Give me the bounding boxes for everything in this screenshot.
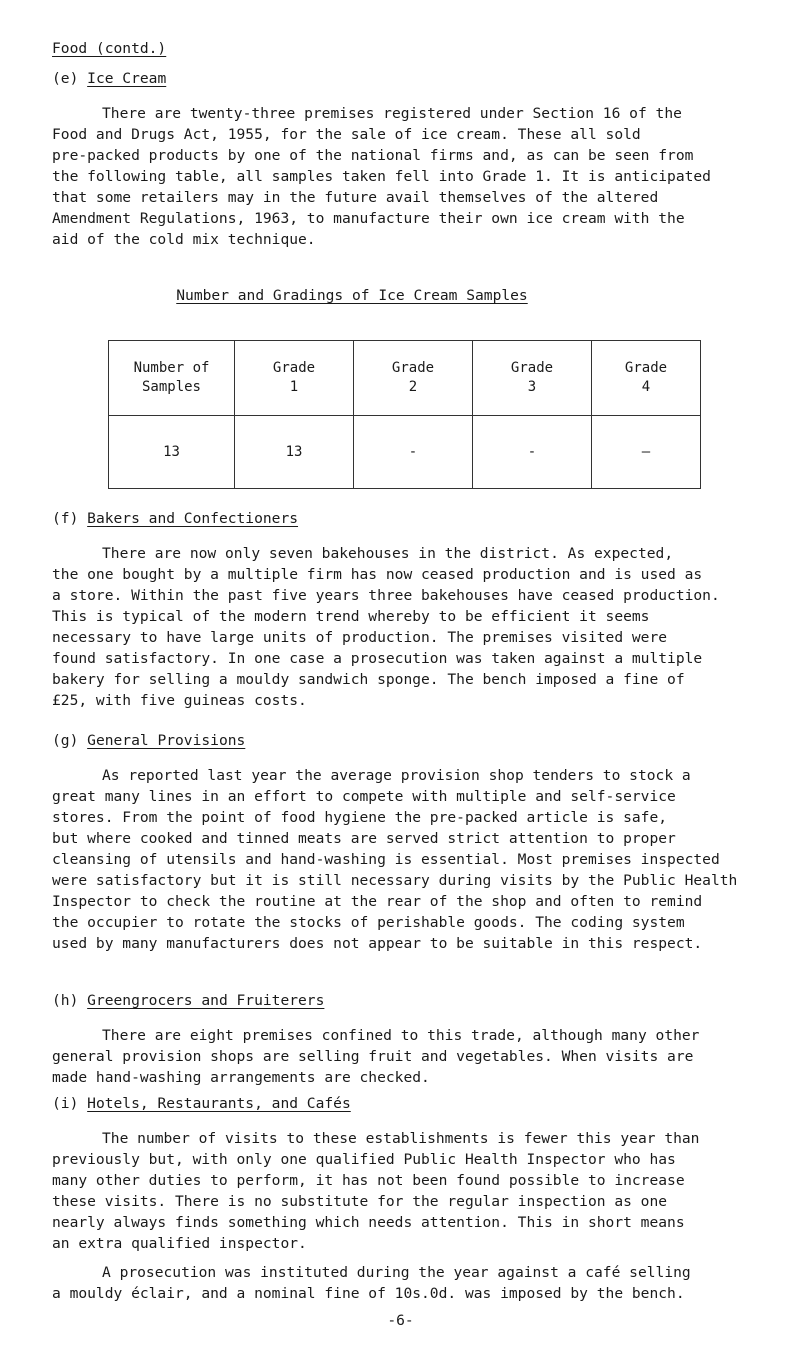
text-line: aid of the cold mix technique. bbox=[52, 231, 316, 248]
table-cell: 13 bbox=[235, 416, 354, 489]
text-line: Inspector to check the routine at the rear of the shop and often to remind bbox=[52, 893, 703, 910]
text-line: previously but, with only one qualified Public Health Inspector who has bbox=[52, 1151, 676, 1168]
header-cell bbox=[592, 341, 701, 416]
text-line: many other duties to perform, it has not been found possible to increase bbox=[52, 1172, 685, 1189]
header-line: Grade bbox=[510, 360, 554, 376]
text-line: pre-packed products by one of the national firms and, as can be seen from bbox=[52, 147, 694, 164]
text-line: the following table, all samples taken fell into Grade 1. It is anticipated bbox=[52, 168, 711, 185]
header-cell bbox=[473, 341, 592, 416]
header-line: Grade bbox=[391, 360, 435, 376]
text-line: necessary to have large units of production. The premises visited were bbox=[52, 629, 668, 646]
text-line: that some retailers may in the future avail themselves of the altered bbox=[52, 189, 659, 206]
text-line: Amendment Regulations, 1963, to manufacture their own ice cream with the bbox=[52, 210, 685, 227]
table-cell: - bbox=[473, 416, 592, 489]
text-line: Food and Drugs Act, 1955, for the sale of ice cream. These all sold bbox=[52, 126, 641, 143]
table-cell: 13 bbox=[109, 416, 235, 489]
header-line: 3 bbox=[527, 379, 537, 395]
text-line: but where cooked and tinned meats are served strict attention to proper bbox=[52, 830, 676, 847]
text-line: general provision shops are selling fruit and vegetables. When visits are bbox=[52, 1048, 694, 1065]
section-title: General Provisions bbox=[87, 732, 246, 749]
header-cell bbox=[354, 341, 473, 416]
section-f-heading bbox=[52, 508, 764, 529]
text-line: There are twenty-three premises registered under Section 16 of the bbox=[102, 105, 682, 122]
text-line: used by many manufacturers does not appear to be suitable in this respect. bbox=[52, 935, 703, 952]
page-number: -6- bbox=[387, 1312, 414, 1329]
section-i-heading bbox=[52, 1093, 764, 1114]
page-header bbox=[52, 38, 764, 59]
section-h-paragraph bbox=[52, 1025, 764, 1088]
header-cell bbox=[235, 341, 354, 416]
text-line: a mouldy éclair, and a nominal fine of 10s.0d. was imposed by the bench. bbox=[52, 1285, 685, 1302]
section-letter: (f) bbox=[52, 510, 79, 527]
text-line: There are now only seven bakehouses in the district. As expected, bbox=[102, 545, 674, 562]
text-line: the occupier to rotate the stocks of perishable goods. The coding system bbox=[52, 914, 685, 931]
text-line: the one bought by a multiple firm has now ceased production and is used as bbox=[52, 566, 703, 583]
section-letter: (e) bbox=[52, 70, 79, 87]
text-line: A prosecution was instituted during the year against a café selling bbox=[102, 1264, 691, 1281]
section-title: Greengrocers and Fruiterers bbox=[87, 992, 325, 1009]
section-letter: (g) bbox=[52, 732, 79, 749]
section-title: Ice Cream bbox=[87, 70, 167, 87]
section-title: Bakers and Confectioners bbox=[87, 510, 299, 527]
page-title: Food (contd.) bbox=[52, 40, 167, 57]
table-row bbox=[109, 416, 701, 489]
text-line: were satisfactory but it is still necessary during visits by the Public Health bbox=[52, 872, 738, 889]
text-line: This is typical of the modern trend whereby to be efficient it seems bbox=[52, 608, 650, 625]
table-cell: - bbox=[354, 416, 473, 489]
text-line: There are eight premises confined to this trade, although many other bbox=[102, 1027, 700, 1044]
section-letter: (h) bbox=[52, 992, 79, 1009]
section-i-paragraph bbox=[52, 1128, 764, 1254]
header-line: Grade bbox=[272, 360, 316, 376]
text-line: found satisfactory. In one case a prosecution was taken against a multiple bbox=[52, 650, 703, 667]
section-e-heading bbox=[52, 68, 764, 89]
section-i-paragraph-2 bbox=[52, 1262, 764, 1304]
header-line: Grade bbox=[624, 360, 668, 376]
section-g-heading bbox=[52, 730, 764, 751]
text-line: these visits. There is no substitute for the regular inspection as one bbox=[52, 1193, 668, 1210]
text-line: The number of visits to these establishments is fewer this year than bbox=[102, 1130, 700, 1147]
table-title-wrap bbox=[52, 285, 652, 306]
text-line: great many lines in an effort to compete with multiple and self-service bbox=[52, 788, 676, 805]
header-line: 4 bbox=[641, 379, 651, 395]
table-title: Number and Gradings of Ice Cream Samples bbox=[176, 287, 528, 304]
text-line: an extra qualified inspector. bbox=[52, 1235, 307, 1252]
header-cell bbox=[109, 341, 235, 416]
section-f-paragraph bbox=[52, 543, 764, 711]
text-line: a store. Within the past five years three bakehouses have ceased production. bbox=[52, 587, 720, 604]
section-letter: (i) bbox=[52, 1095, 79, 1112]
text-line: nearly always finds something which needs attention. This in short means bbox=[52, 1214, 685, 1231]
section-e-paragraph bbox=[52, 103, 764, 250]
header-line: Number of bbox=[133, 360, 210, 376]
text-line: made hand-washing arrangements are checked. bbox=[52, 1069, 430, 1086]
ice-cream-gradings-table bbox=[108, 340, 701, 489]
text-line: bakery for selling a mouldy sandwich sponge. The bench imposed a fine of bbox=[52, 671, 685, 688]
section-h-heading bbox=[52, 990, 764, 1011]
table-header-row bbox=[109, 341, 701, 416]
section-title: Hotels, Restaurants, and Cafés bbox=[87, 1095, 351, 1112]
text-line: cleansing of utensils and hand-washing is essential. Most premises inspected bbox=[52, 851, 720, 868]
text-line: As reported last year the average provision shop tenders to stock a bbox=[102, 767, 691, 784]
header-line: Samples bbox=[141, 379, 201, 395]
text-line: stores. From the point of food hygiene the pre-packed article is safe, bbox=[52, 809, 668, 826]
table-cell: — bbox=[592, 416, 701, 489]
header-line: 1 bbox=[289, 379, 299, 395]
section-g-paragraph bbox=[52, 765, 764, 954]
header-line: 2 bbox=[408, 379, 418, 395]
text-line: £25, with five guineas costs. bbox=[52, 692, 307, 709]
